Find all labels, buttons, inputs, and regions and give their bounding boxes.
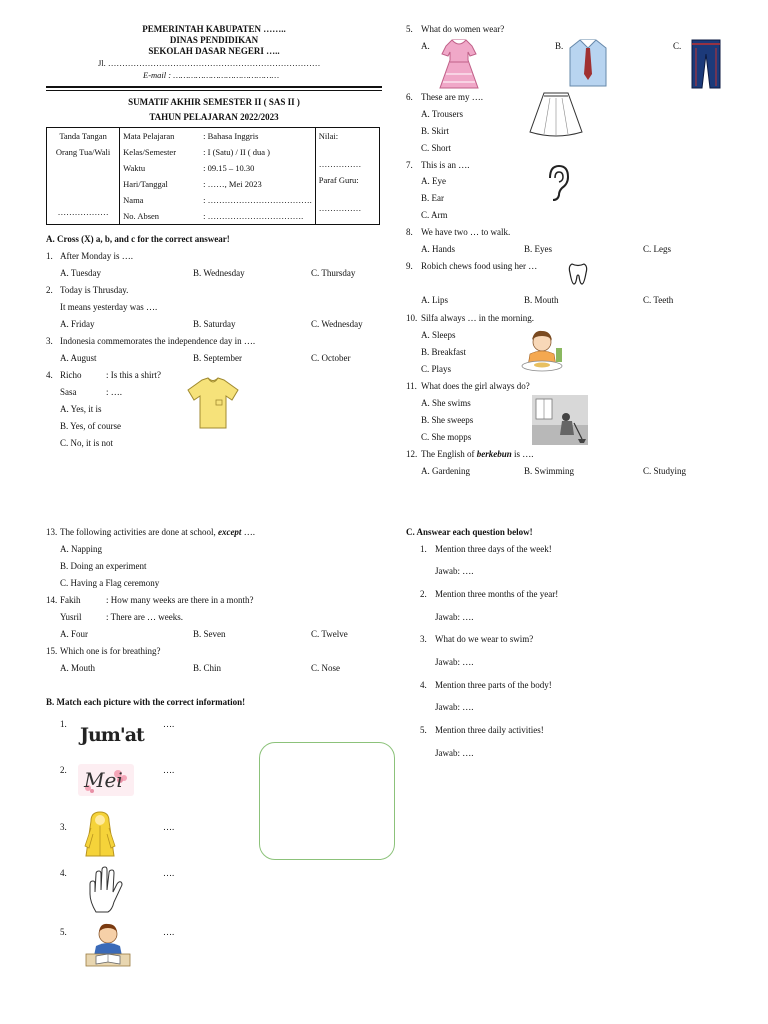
c5-number: 5. [420,725,427,735]
q1-option-b[interactable]: B. Wednesday [193,268,245,278]
q10-number: 10. [406,313,418,323]
q13-text: The following activities are done at school, except …. [60,527,255,537]
q3-option-b[interactable]: B. September [193,353,242,363]
header-address: Jl. ………………………………………………………………… [98,58,321,68]
q13-option-b[interactable]: B. Doing an experiment [60,561,147,571]
q10-option-a[interactable]: A. Sleeps [421,330,456,340]
q5-option-a[interactable]: A. [421,41,430,51]
c1-question: Mention three days of the week! [435,544,552,554]
header-rule-thin [46,90,382,91]
header-email: E-mail : …………………………………… [143,70,280,80]
q4-line-1: : Is this a shirt? [106,370,161,380]
q1-option-a[interactable]: A. Tuesday [60,268,102,278]
q5-text: What do women wear? [421,24,505,34]
score-cell [315,128,379,225]
q3-number: 3. [46,336,53,346]
q1-text: After Monday is …. [60,251,133,261]
q4-speaker-1: Richo [60,370,82,380]
q12-option-a[interactable]: A. Gardening [421,466,470,476]
hand-icon [86,866,124,914]
q6-option-a[interactable]: A. Trousers [421,109,464,119]
field-value-name: : ………………………………. [203,195,312,205]
c1-number: 1. [420,544,427,554]
field-value-time: : 09.15 – 10.30 [203,163,255,173]
match-2-number: 2. [60,765,67,775]
q15-option-a[interactable]: A. Mouth [60,663,96,673]
q9-option-a[interactable]: A. Lips [421,295,448,305]
q5-option-c[interactable]: C. [673,41,682,51]
q3-text: Indonesia commemorates the independence day in …. [60,336,256,346]
match-5-dots[interactable]: …. [163,927,175,937]
c2-answer[interactable]: Jawab: …. [435,612,474,622]
match-2-picture [78,764,134,796]
match-answer-box[interactable] [259,742,395,860]
header-school: SEKOLAH DASAR NEGERI ….. [148,46,280,56]
q11-option-a[interactable]: A. She swims [421,398,471,408]
q12-option-b[interactable]: B. Swimming [524,466,575,476]
q14-option-c[interactable]: C. Twelve [311,629,348,639]
q10-option-b[interactable]: B. Breakfast [421,347,466,357]
parent-signature-cell [47,128,120,225]
q4-speaker-2: Sasa [60,387,77,397]
info-fields-cell [120,128,316,225]
q7-text: This is an …. [421,160,470,170]
field-value-class: : I (Satu) / II ( dua ) [203,147,270,157]
q10-option-c[interactable]: C. Plays [421,364,452,374]
q8-option-c[interactable]: C. Legs [643,244,671,254]
q14-option-b[interactable]: B. Seven [193,629,226,639]
tooth-icon [568,262,588,286]
c4-answer[interactable]: Jawab: …. [435,702,474,712]
q8-number: 8. [406,227,413,237]
match-2-dots[interactable]: …. [163,765,175,775]
field-label-time: Waktu [123,163,146,173]
q2-text-2: It means yesterday was …. [60,302,158,312]
q2-text: Today is Thrusday. [60,285,129,295]
q13-number: 13. [46,527,58,537]
q13-option-a[interactable]: A. Napping [60,544,102,554]
q14-number: 14. [46,595,58,605]
q3-option-c[interactable]: C. October [311,353,351,363]
q5-number: 5. [406,24,413,34]
nilai-dots: …………… [318,159,362,169]
match-2-word: Mei [84,768,123,792]
q4-option-c[interactable]: C. No, it is not [60,438,114,448]
c3-question: What do we wear to swim? [435,634,534,644]
q9-option-b[interactable]: B. Mouth [524,295,559,305]
q2-number: 2. [46,285,53,295]
q12-text: The English of berkebun is …. [421,449,534,459]
match-1-dots[interactable]: …. [163,719,175,729]
match-3-dots[interactable]: …. [163,822,175,832]
q12-option-c[interactable]: C. Studying [643,466,687,476]
c5-answer[interactable]: Jawab: …. [435,748,474,758]
q2-option-b[interactable]: B. Saturday [193,319,236,329]
q7-number: 7. [406,160,413,170]
q14-speaker-2: Yusril [60,612,82,622]
match-1-word-image: Jum'at [80,724,144,746]
section-a-title: A. Cross (X) a, b, and c for the correct answear! [46,234,230,244]
q2-option-c[interactable]: C. Wednesday [311,319,363,329]
exam-title: SUMATIF AKHIR SEMESTER II ( SAS II ) [128,97,300,107]
q2-option-a[interactable]: A. Friday [60,319,95,329]
q8-option-a[interactable]: A. Hands [421,244,455,254]
q6-option-c[interactable]: C. Short [421,143,452,153]
q8-option-b[interactable]: B. Eyes [524,244,552,254]
q14-line-1: : How many weeks are there in a month? [106,595,254,605]
field-value-date: : ……, Mei 2023 [203,179,262,189]
c4-question: Mention three parts of the body! [435,680,552,690]
field-label-name: Nama [123,195,144,205]
nilai-label: Nilai: [318,131,339,141]
field-value-absen: : ……………………………. [203,211,304,221]
match-1-number: 1. [60,719,67,729]
q14-line-2: : There are … weeks. [106,612,184,622]
q5-option-b[interactable]: B. [555,41,564,51]
girl-sweeping-icon [532,395,588,445]
field-value-subject: : Bahasa Inggris [203,131,259,141]
q15-option-b[interactable]: B. Chin [193,663,222,673]
q4-line-2: : …. [106,387,123,397]
q15-number: 15. [46,646,58,656]
ear-icon [544,164,570,202]
c1-answer[interactable]: Jawab: …. [435,566,474,576]
paraf-label: Paraf Guru: [318,175,359,185]
exam-year: TAHUN PELAJARAN 2022/2023 [149,112,279,122]
q9-option-c[interactable]: C. Teeth [643,295,674,305]
q14-speaker-1: Fakih [60,595,81,605]
field-label-class: Kelas/Semester [123,147,177,157]
c3-number: 3. [420,634,427,644]
q15-option-c[interactable]: C. Nose [311,663,340,673]
q11-number: 11. [406,381,417,391]
header-government: PEMERINTAH KABUPATEN …….. [142,24,286,34]
match-3-number: 3. [60,822,67,832]
q8-text: We have two … to walk. [421,227,511,237]
c2-question: Mention three months of the year! [435,589,559,599]
header-rule-thick [46,86,382,88]
q7-option-a[interactable]: A. Eye [421,176,446,186]
field-label-date: Hari/Tanggal [123,179,168,189]
raincoat-icon [84,810,116,860]
q14-option-a[interactable]: A. Four [60,629,89,639]
blue-shirt-tie-icon [568,38,608,88]
c2-number: 2. [420,589,427,599]
q12-number: 12. [406,449,418,459]
section-b-title: B. Match each picture with the correct information! [46,697,246,707]
q6-number: 6. [406,92,413,102]
field-label-absen: No. Absen [123,211,160,221]
q7-option-b[interactable]: B. Ear [421,193,444,203]
section-c-title: C. Answear each question below! [406,527,533,537]
sign-label-2: Orang Tua/Wali [55,147,111,157]
q3-option-a[interactable]: A. August [60,353,97,363]
girl-breakfast-icon [520,328,566,374]
q9-text: Robich chews food using her … [421,261,538,271]
skirt-icon [528,90,584,140]
q4-number: 4. [46,370,53,380]
match-4-dots[interactable]: …. [163,868,175,878]
navy-trousers-icon [690,38,722,90]
q7-option-c[interactable]: C. Arm [421,210,448,220]
q11-text: What does the girl always do? [421,381,530,391]
sign-dots: ……………… [57,207,109,217]
q15-text: Which one is for breathing? [60,646,161,656]
q13-option-c[interactable]: C. Having a Flag ceremony [60,578,160,588]
q11-option-c[interactable]: C. She mopps [421,432,472,442]
c5-question: Mention three daily activities! [435,725,544,735]
q6-option-b[interactable]: B. Skirt [421,126,450,136]
paraf-dots: …………… [318,203,362,213]
match-4-number: 4. [60,868,67,878]
q9-number: 9. [406,261,413,271]
match-5-number: 5. [60,927,67,937]
q6-text: These are my …. [421,92,483,102]
sign-label: Tanda Tangan [59,131,107,141]
c3-answer[interactable]: Jawab: …. [435,657,474,667]
student-info-table [46,127,380,225]
pink-dress-icon [438,38,480,90]
q11-option-b[interactable]: B. She sweeps [421,415,474,425]
q4-option-a[interactable]: A. Yes, it is [60,404,102,414]
field-label-subject: Mata Pelajaran [123,131,175,141]
yellow-shirt-icon [184,374,242,432]
q1-number: 1. [46,251,53,261]
q10-text: Silfa always … in the morning. [421,313,534,323]
q1-option-c[interactable]: C. Thursday [311,268,356,278]
c4-number: 4. [420,680,427,690]
boy-studying-icon [84,920,132,968]
q4-option-b[interactable]: B. Yes, of course [60,421,122,431]
header-agency: DINAS PENDIDIKAN [169,35,259,45]
